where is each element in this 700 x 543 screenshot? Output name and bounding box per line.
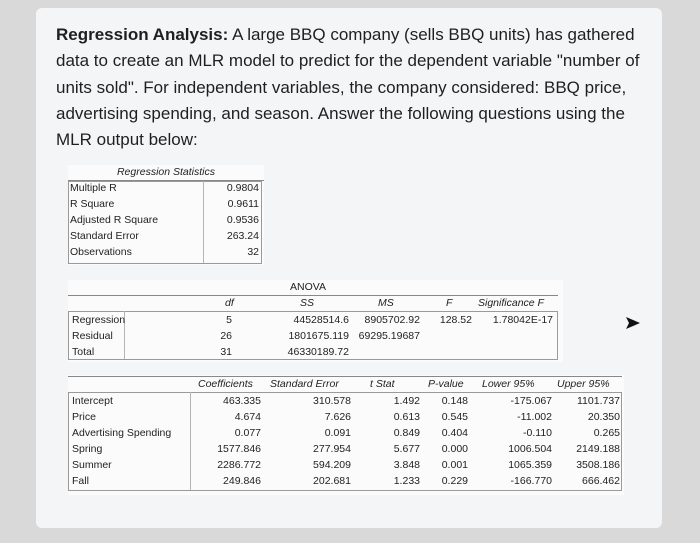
coef-row-label: Intercept [72, 395, 113, 407]
coef-value: 249.846 [223, 475, 261, 487]
regression-statistics-table [68, 165, 264, 265]
divider [68, 376, 622, 377]
question-body: A large BBQ company (sells BBQ units) has gathered data to create an MLR model to predict for the dependent variable "number of units sold". For independent variables, the company considered: BBQ price, advertising spending, and season. Answer the following questions using the MLR output below: [56, 25, 640, 150]
coef-header-t-stat: t Stat [370, 378, 395, 390]
divider [203, 181, 204, 263]
anova-row-label: Regression [72, 314, 126, 326]
stat-label: Observations [70, 246, 132, 258]
anova-header-ms: MS [378, 297, 394, 309]
coef-standard-error: 594.209 [313, 459, 351, 471]
coef-row-label: Summer [72, 459, 112, 471]
coef-upper-95: 3508.186 [576, 459, 620, 471]
anova-ss: 46330189.72 [287, 346, 349, 358]
coef-upper-95: 666.462 [582, 475, 620, 487]
coef-t-stat: 0.613 [393, 411, 420, 423]
anova-table [68, 280, 563, 362]
anova-header-ss: SS [300, 297, 315, 309]
question-heading: Regression Analysis: [56, 25, 229, 44]
coef-value: 1577.846 [217, 443, 261, 455]
coef-t-stat: 5.677 [393, 443, 420, 455]
stat-value: 263.24 [226, 230, 259, 242]
anova-f: 128.52 [439, 314, 472, 326]
coef-row-label: Price [72, 411, 96, 423]
coef-row-label: Fall [72, 475, 89, 487]
coef-header-p-value: P-value [428, 378, 464, 390]
coef-header-standard-error: Standard Error [270, 378, 339, 390]
coef-lower-95: 1065.359 [508, 459, 552, 471]
divider [68, 295, 558, 296]
coef-p-value: 0.545 [441, 411, 468, 423]
coef-standard-error: 277.954 [313, 443, 351, 455]
coef-upper-95: 1101.737 [576, 395, 620, 407]
stat-value: 0.9536 [226, 214, 259, 226]
coef-lower-95: -0.110 [523, 427, 552, 439]
coef-t-stat: 3.848 [393, 459, 420, 471]
stat-value: 32 [247, 246, 259, 258]
stat-label: Standard Error [70, 230, 139, 242]
coef-p-value: 0.148 [441, 395, 468, 407]
coef-t-stat: 0.849 [393, 427, 420, 439]
regression-statistics-title: Regression Statistics [116, 166, 216, 178]
coef-upper-95: 0.265 [593, 427, 620, 439]
coef-value: 463.335 [223, 395, 261, 407]
anova-ms: 8905702.92 [364, 314, 420, 326]
anova-row-label: Residual [72, 330, 113, 342]
anova-ms: 69295.19687 [358, 330, 420, 342]
coef-value: 0.077 [234, 427, 261, 439]
stat-value: 0.9804 [226, 182, 259, 194]
coef-t-stat: 1.492 [393, 395, 420, 407]
coefficients-table [68, 375, 624, 495]
divider [190, 392, 191, 490]
coef-p-value: 0.001 [441, 459, 468, 471]
anova-title: ANOVA [290, 281, 326, 293]
coef-upper-95: 20.350 [587, 411, 620, 423]
coef-header-upper-95: Upper 95% [557, 378, 610, 390]
coef-lower-95: -175.067 [510, 395, 552, 407]
stat-label: R Square [70, 198, 115, 210]
cursor-arrow-icon [625, 316, 641, 330]
anova-row-label: Total [72, 346, 95, 358]
stat-value: 0.9611 [227, 198, 259, 210]
coef-standard-error: 202.681 [313, 475, 351, 487]
coef-p-value: 0.000 [441, 443, 468, 455]
coef-p-value: 0.229 [441, 475, 468, 487]
anova-df: 5 [226, 314, 232, 326]
coef-standard-error: 7.626 [324, 411, 351, 423]
stat-label: Multiple R [70, 182, 117, 194]
coef-p-value: 0.404 [441, 427, 468, 439]
coef-lower-95: 1006.504 [508, 443, 552, 455]
coef-value: 4.674 [234, 411, 261, 423]
coef-upper-95: 2149.188 [576, 443, 620, 455]
coef-header-lower-95: Lower 95% [482, 378, 535, 390]
anova-header-df: df [225, 297, 234, 309]
anova-ss: 1801675.119 [288, 330, 349, 342]
anova-significance: 1.78042E-17 [492, 314, 553, 326]
anova-header-significance: Significance F [478, 297, 544, 309]
coef-lower-95: -11.002 [517, 411, 552, 423]
anova-df: 26 [220, 330, 232, 342]
coef-row-label: Spring [72, 443, 103, 455]
anova-header-f: F [446, 297, 453, 309]
coef-standard-error: 310.578 [313, 395, 351, 407]
coef-t-stat: 1.233 [393, 475, 420, 487]
anova-df: 31 [220, 346, 232, 358]
coef-value: 2286.772 [217, 459, 261, 471]
coef-row-label: Advertising Spending [72, 427, 172, 439]
question-text [56, 22, 641, 153]
coef-standard-error: 0.091 [324, 427, 351, 439]
stat-label: Adjusted R Square [70, 214, 159, 226]
anova-ss: 44528514.6 [293, 314, 349, 326]
coef-lower-95: -166.770 [510, 475, 552, 487]
coef-header-coefficients: Coefficients [198, 378, 253, 390]
